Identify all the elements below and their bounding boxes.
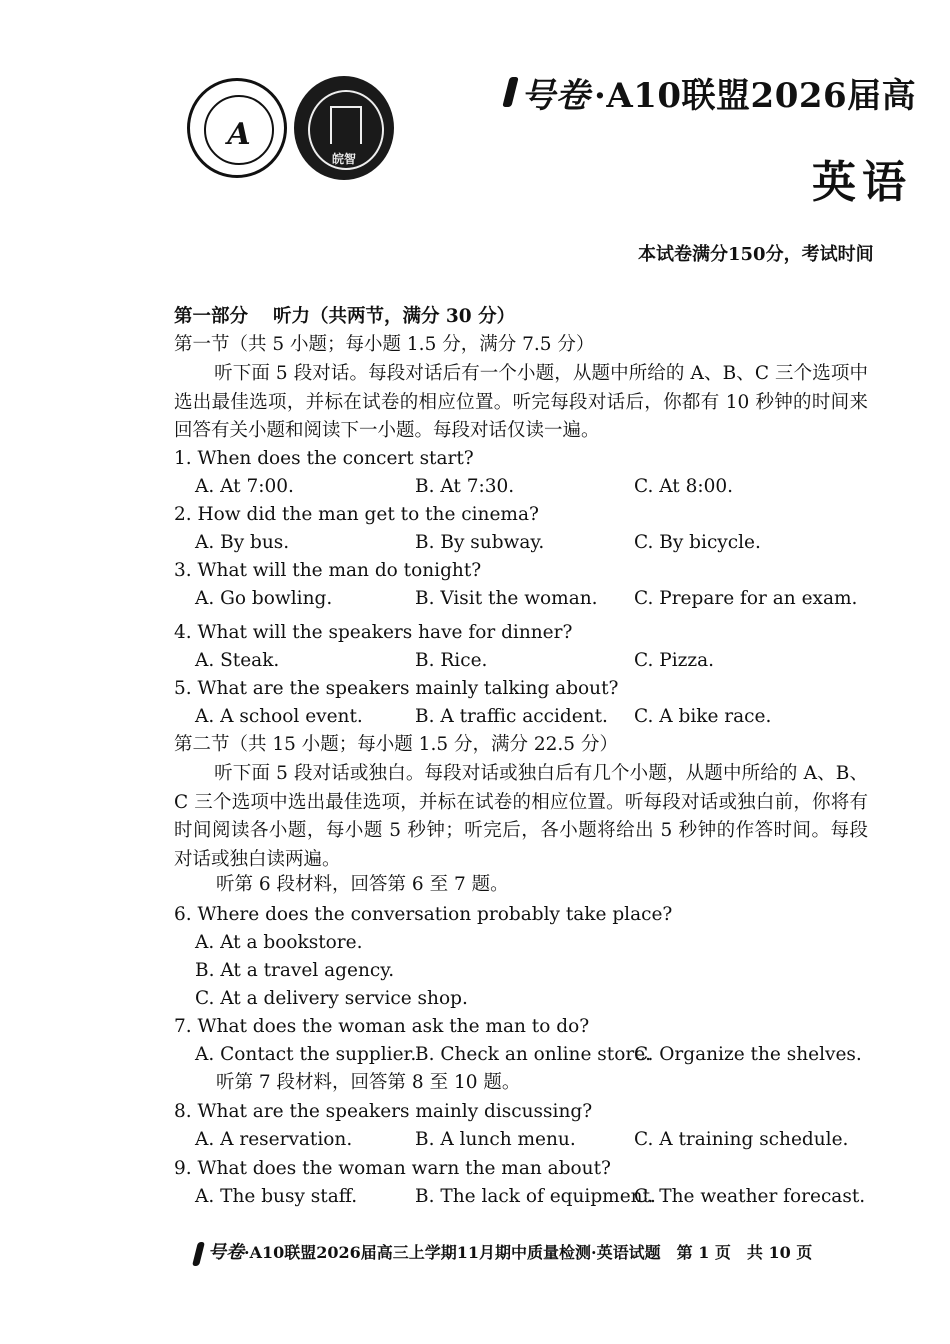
alliance-logo <box>187 78 287 178</box>
question-2-option-a[interactable]: A. By bus. <box>195 532 290 553</box>
question-7-stem: 7. What does the woman ask the man to do? <box>174 1016 590 1037</box>
question-4-option-c[interactable]: C. Pizza. <box>634 650 715 671</box>
brand-name: 号卷 <box>521 76 590 116</box>
section2-instructions-text: 听下面 5 段对话或独白。每段对话或独白后有几个小题，从题中所给的 A、B、C 三个选项中选出最佳选项，并标在试卷的相应位置。听每段对话或独白前，你将有时间阅读各小题，每小题 5 秒钟；听完后，各小题将给出 5 秒钟的作答时间。每段对话或独白读两遍。 <box>174 763 868 870</box>
brand-stroke-icon <box>192 1242 205 1266</box>
question-6-option-b[interactable]: B. At a travel agency. <box>195 960 395 981</box>
question-3-option-c[interactable]: C. Prepare for an exam. <box>634 588 858 609</box>
question-3-stem: 3. What will the man do tonight? <box>174 560 482 581</box>
question-2-option-c[interactable]: C. By bicycle. <box>634 532 761 553</box>
section1-heading: 第一节（共 5 小题；每小题 1.5 分，满分 7.5 分） <box>174 334 595 355</box>
page-footer <box>195 1238 812 1266</box>
question-9-option-c[interactable]: C. The weather forecast. <box>634 1186 866 1207</box>
wanzhi-education-logo <box>294 76 394 180</box>
question-7-option-c[interactable]: C. Organize the shelves. <box>634 1044 862 1065</box>
section1-instructions <box>174 360 868 446</box>
question-4-stem: 4. What will the speakers have for dinner? <box>174 622 573 643</box>
alliance-logo-ring <box>204 95 274 165</box>
question-5-option-b[interactable]: B. A traffic accident. <box>415 706 608 727</box>
question-4-option-a[interactable]: A. Steak. <box>195 650 280 671</box>
question-9-stem: 9. What does the woman warn the man about? <box>174 1158 611 1179</box>
exam-note: 本试卷满分150分，考试时间 <box>638 244 874 265</box>
footer-brand: 号卷 <box>208 1242 244 1263</box>
question-5-option-c[interactable]: C. A bike race. <box>634 706 772 727</box>
subject-title: 英语 <box>812 157 912 208</box>
question-6-option-a[interactable]: A. At a bookstore. <box>195 932 363 953</box>
brand-stroke-icon <box>502 77 518 107</box>
wanzhi-logo-mark: 皖智 <box>331 152 356 166</box>
question-5-stem: 5. What are the speakers mainly talking about? <box>174 678 619 699</box>
question-3-option-a[interactable]: A. Go bowling. <box>195 588 333 609</box>
question-1-option-b[interactable]: B. At 7:30. <box>415 476 515 497</box>
question-6-option-c[interactable]: C. At a delivery service shop. <box>195 988 468 1009</box>
material-7-note: 听第 7 段材料，回答第 8 至 10 题。 <box>216 1072 521 1093</box>
question-8-option-a[interactable]: A. A reservation. <box>195 1129 353 1150</box>
exam-title-text: ·A10联盟2026届高 <box>594 76 917 116</box>
question-8-option-c[interactable]: C. A training schedule. <box>634 1129 849 1150</box>
question-9-option-b[interactable]: B. The lack of equipment. <box>415 1186 656 1207</box>
question-7-option-a[interactable]: A. Contact the supplier. <box>195 1044 417 1065</box>
question-4-option-b[interactable]: B. Rice. <box>415 650 488 671</box>
section2-instructions <box>174 760 868 874</box>
question-6-stem: 6. Where does the conversation probably take place? <box>174 904 673 925</box>
question-1-stem: 1. When does the concert start? <box>174 448 474 469</box>
question-8-option-b[interactable]: B. A lunch menu. <box>415 1129 576 1150</box>
material-6-note: 听第 6 段材料，回答第 6 至 7 题。 <box>216 874 509 895</box>
part1-heading: 第一部分 听力（共两节，满分 30 分） <box>174 306 516 327</box>
question-2-stem: 2. How did the man get to the cinema? <box>174 504 539 525</box>
question-9-option-a[interactable]: A. The busy staff. <box>195 1186 358 1207</box>
section1-instructions-text: 听下面 5 段对话。每段对话后有一个小题，从题中所给的 A、B、C 三个选项中选出最佳选项，并标在试卷的相应位置。听完每段对话后，你都有 10 秒钟的时间来回答有关小题和阅读下一小题。每段对话仅读一遍。 <box>174 363 868 441</box>
question-2-option-b[interactable]: B. By subway. <box>415 532 545 553</box>
section2-heading: 第二节（共 15 小题；每小题 1.5 分，满分 22.5 分） <box>174 734 618 755</box>
gate-icon <box>330 106 362 144</box>
question-7-option-b[interactable]: B. Check an online store. <box>415 1044 652 1065</box>
exam-title <box>506 68 916 117</box>
footer-text: ·A10联盟2026届高三上学期11月期中质量检测·英语试题 第 1 页 共 10 页 <box>244 1243 813 1262</box>
question-5-option-a[interactable]: A. A school event. <box>195 706 363 727</box>
question-3-option-b[interactable]: B. Visit the woman. <box>415 588 598 609</box>
question-8-stem: 8. What are the speakers mainly discussing? <box>174 1101 593 1122</box>
alliance-logo-mark: A <box>227 117 251 152</box>
question-1-option-a[interactable]: A. At 7:00. <box>195 476 294 497</box>
question-1-option-c[interactable]: C. At 8:00. <box>634 476 734 497</box>
